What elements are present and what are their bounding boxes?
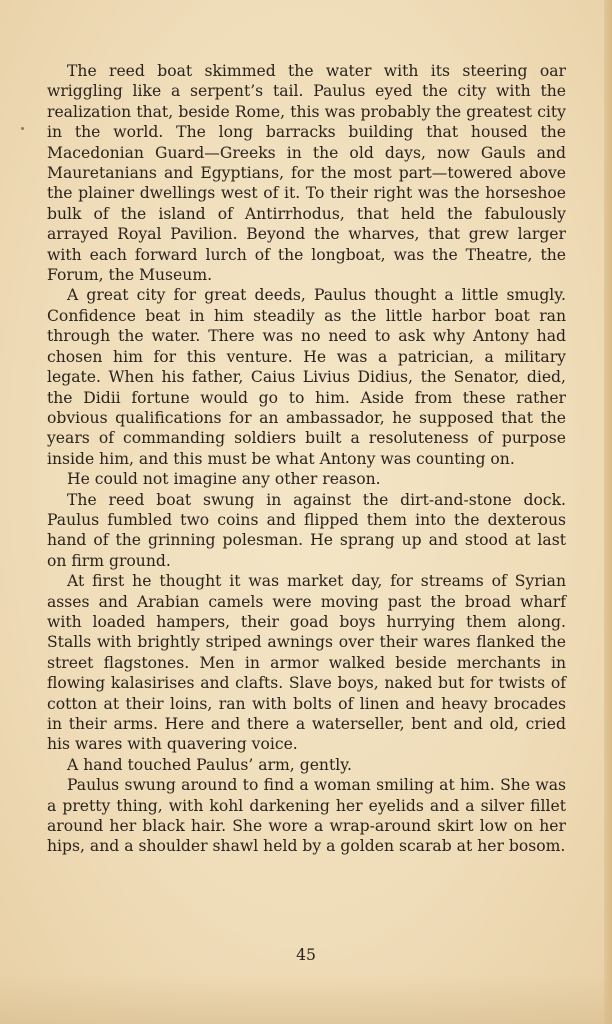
paper-speck (21, 127, 24, 130)
page-bottom-stain (0, 974, 612, 1024)
page-edge-shadow (604, 0, 612, 1024)
paragraph: A great city for great deeds, Paulus thought a little smugly. Confidence beat in him steadily as the little harbor boat ran through the water. There was no need to ask why Antony had chosen him for this venture. He was a patrician, a military legate. When his father, Caius Livius Didius, the Senator, died, the Didii fortune would go to him. Aside from these rather obvious qualifications for an ambassador, he supposed that the years of commanding soldiers built a resoluteness of purpose inside him, and this must be what Antony was counting on. (47, 286, 566, 468)
paragraph: He could not imagine any other reason. (67, 470, 381, 489)
paragraph: Paulus swung around to find a woman smiling at him. She was a pretty thing, with kohl darkening her eyelids and a silver fillet around her black hair. She wore a wrap-around skirt low on her hips, and a shoulder shawl held by a golden scarab at her bosom. (47, 776, 566, 856)
body-text (47, 61, 566, 857)
paragraph: A hand touched Paulus’ arm, gently. (67, 755, 352, 774)
paragraph: The reed boat swung in against the dirt-and-stone dock. Paulus fumbled two coins and flipped them into the dexterous hand of the grinning polesman. He sprang up and stood at last on firm ground. (47, 490, 566, 570)
paragraph: The reed boat skimmed the water with its steering oar wriggling like a serpent’s tail. Paulus eyed the city with the realization that, beside Rome, this was probably the greatest city in the world. The long barracks building that housed the Macedonian Guard—Greeks in the old days, now Gauls and Mauretanians and Egyptians, for the most part—towered above the plainer dwellings west of it. To their right was the horseshoe bulk of the island of Antirrhodus, that held the fabulously arrayed Royal Pavilion. Beyond the wharves, that grew larger with each forward lurch of the longboat, was the Theatre, the Forum, the Museum. (47, 62, 566, 285)
paragraph: At first he thought it was market day, for streams of Syrian asses and Arabian camels were moving past the broad wharf with loaded hampers, their goad boys hurrying them along. Stalls with brightly striped awnings over their wares flanked the street flagstones. Men in armor walked beside merchants in flowing kalasirises and clafts. Slave boys, naked but for twists of cotton at their loins, ran with bolts of linen and heavy brocades in their arms. Here and there a waterseller, bent and old, cried his wares with quavering voice. (47, 572, 566, 754)
page-number: 45 (296, 946, 316, 964)
